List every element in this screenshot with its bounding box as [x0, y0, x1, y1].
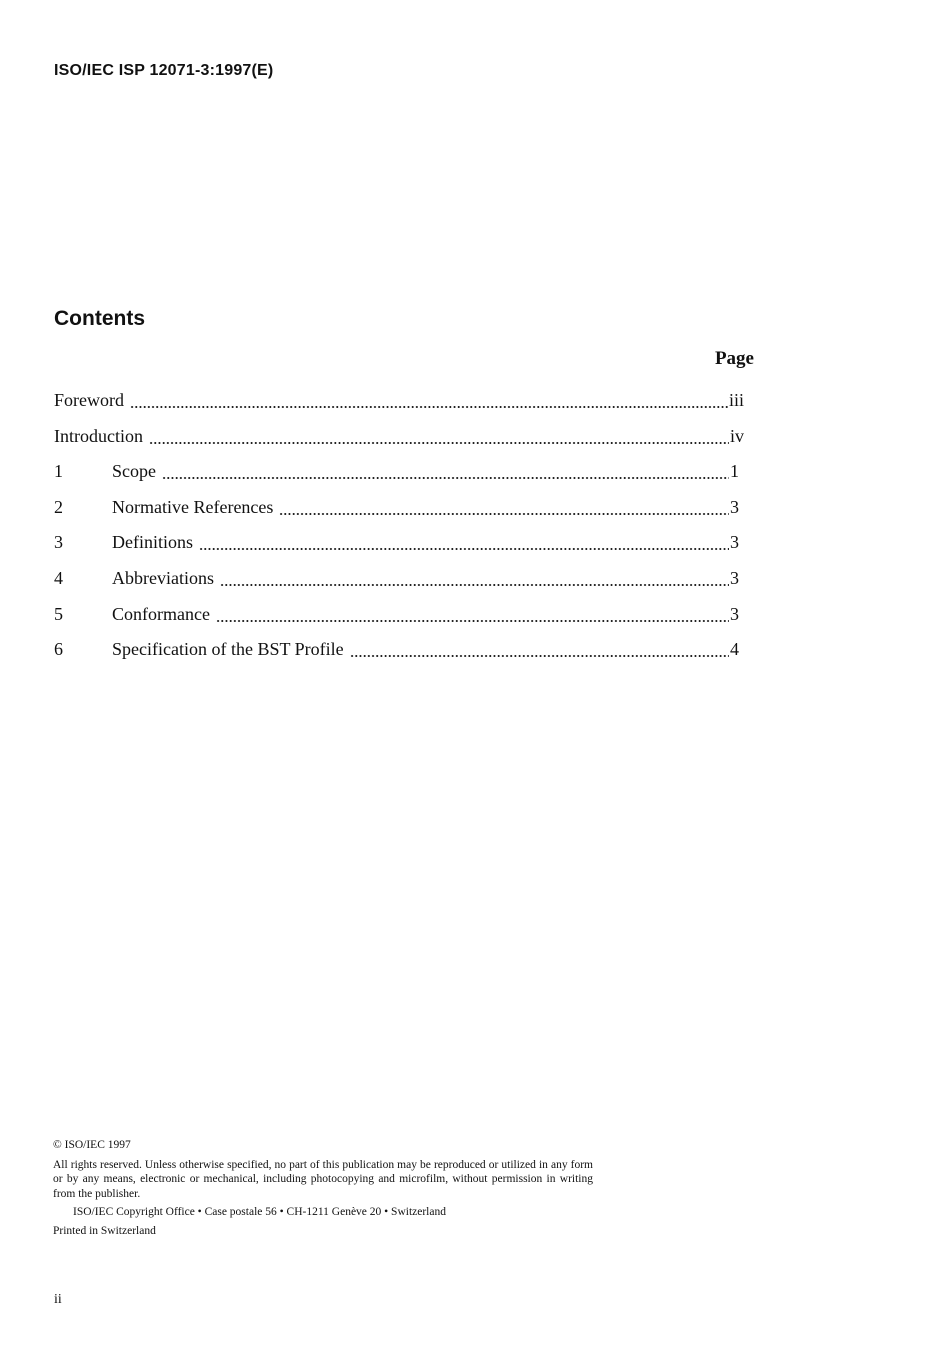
toc-entry-number: 1 — [54, 461, 63, 482]
toc-entry-page: iii — [728, 390, 744, 410]
toc-entry-title: Definitions — [112, 532, 193, 553]
toc-entry-title: Normative References — [112, 496, 274, 517]
page-column-label: Page — [714, 348, 754, 369]
toc-entry-title: Scope — [112, 461, 156, 482]
toc-entry-specification[interactable] — [54, 637, 744, 673]
toc-entry-title: Foreword — [54, 390, 124, 410]
toc-entry-page: 3 — [730, 496, 739, 517]
toc-entry-scope[interactable] — [54, 459, 744, 495]
dot-leader — [199, 533, 729, 551]
toc-entry-introduction[interactable] — [54, 424, 744, 460]
toc-entry-page: 3 — [730, 567, 739, 588]
toc-entry-page: 3 — [730, 603, 739, 624]
toc-entry-title: Conformance — [112, 603, 210, 624]
rights-statement: All rights reserved. Unless otherwise specified, no part of this publication may be reproduced or utilized in any form or by any means, electronic or mechanical, including photocopying and microfilm, without permission in writing from the publisher. — [53, 1158, 593, 1200]
dot-leader — [216, 605, 729, 623]
page-number: ii — [54, 1292, 62, 1307]
toc-entry-number: 5 — [54, 603, 63, 624]
toc-entry-number: 4 — [54, 567, 63, 588]
toc-entry-page: 1 — [730, 461, 739, 482]
copyright-office-address: ISO/IEC Copyright Office • Case postale 56 • CH-1211 Genève 20 • Switzerland — [73, 1206, 446, 1219]
toc-entry-abbreviations[interactable] — [54, 566, 744, 602]
toc-entry-conformance[interactable] — [54, 602, 744, 638]
copyright-line: © ISO/IEC 1997 — [53, 1139, 131, 1151]
dot-leader — [350, 640, 729, 658]
toc-entry-page: iv — [729, 425, 744, 446]
printed-in: Printed in Switzerland — [53, 1224, 156, 1237]
toc-entry-definitions[interactable] — [54, 530, 744, 566]
dot-leader — [149, 427, 729, 445]
toc-entry-foreword[interactable] — [54, 388, 744, 424]
toc-entry-page: 3 — [730, 532, 739, 553]
table-of-contents — [54, 388, 744, 673]
toc-entry-page: 4 — [730, 639, 739, 660]
toc-entry-number: 2 — [54, 496, 63, 517]
dot-leader — [130, 391, 728, 409]
toc-entry-title: Introduction — [54, 425, 143, 446]
toc-entry-title: Specification of the BST Profile — [112, 639, 344, 660]
dot-leader — [279, 498, 729, 516]
contents-heading: Contents — [54, 307, 145, 330]
dot-leader — [162, 462, 729, 480]
toc-entry-number: 6 — [54, 639, 63, 660]
copyright-notice — [53, 1138, 593, 1239]
dot-leader — [220, 569, 729, 587]
toc-entry-title: Abbreviations — [112, 567, 214, 588]
toc-entry-normative-references[interactable] — [54, 495, 744, 531]
toc-entry-number: 3 — [54, 532, 63, 553]
document-id: ISO/IEC ISP 12071-3:1997(E) — [54, 62, 274, 79]
